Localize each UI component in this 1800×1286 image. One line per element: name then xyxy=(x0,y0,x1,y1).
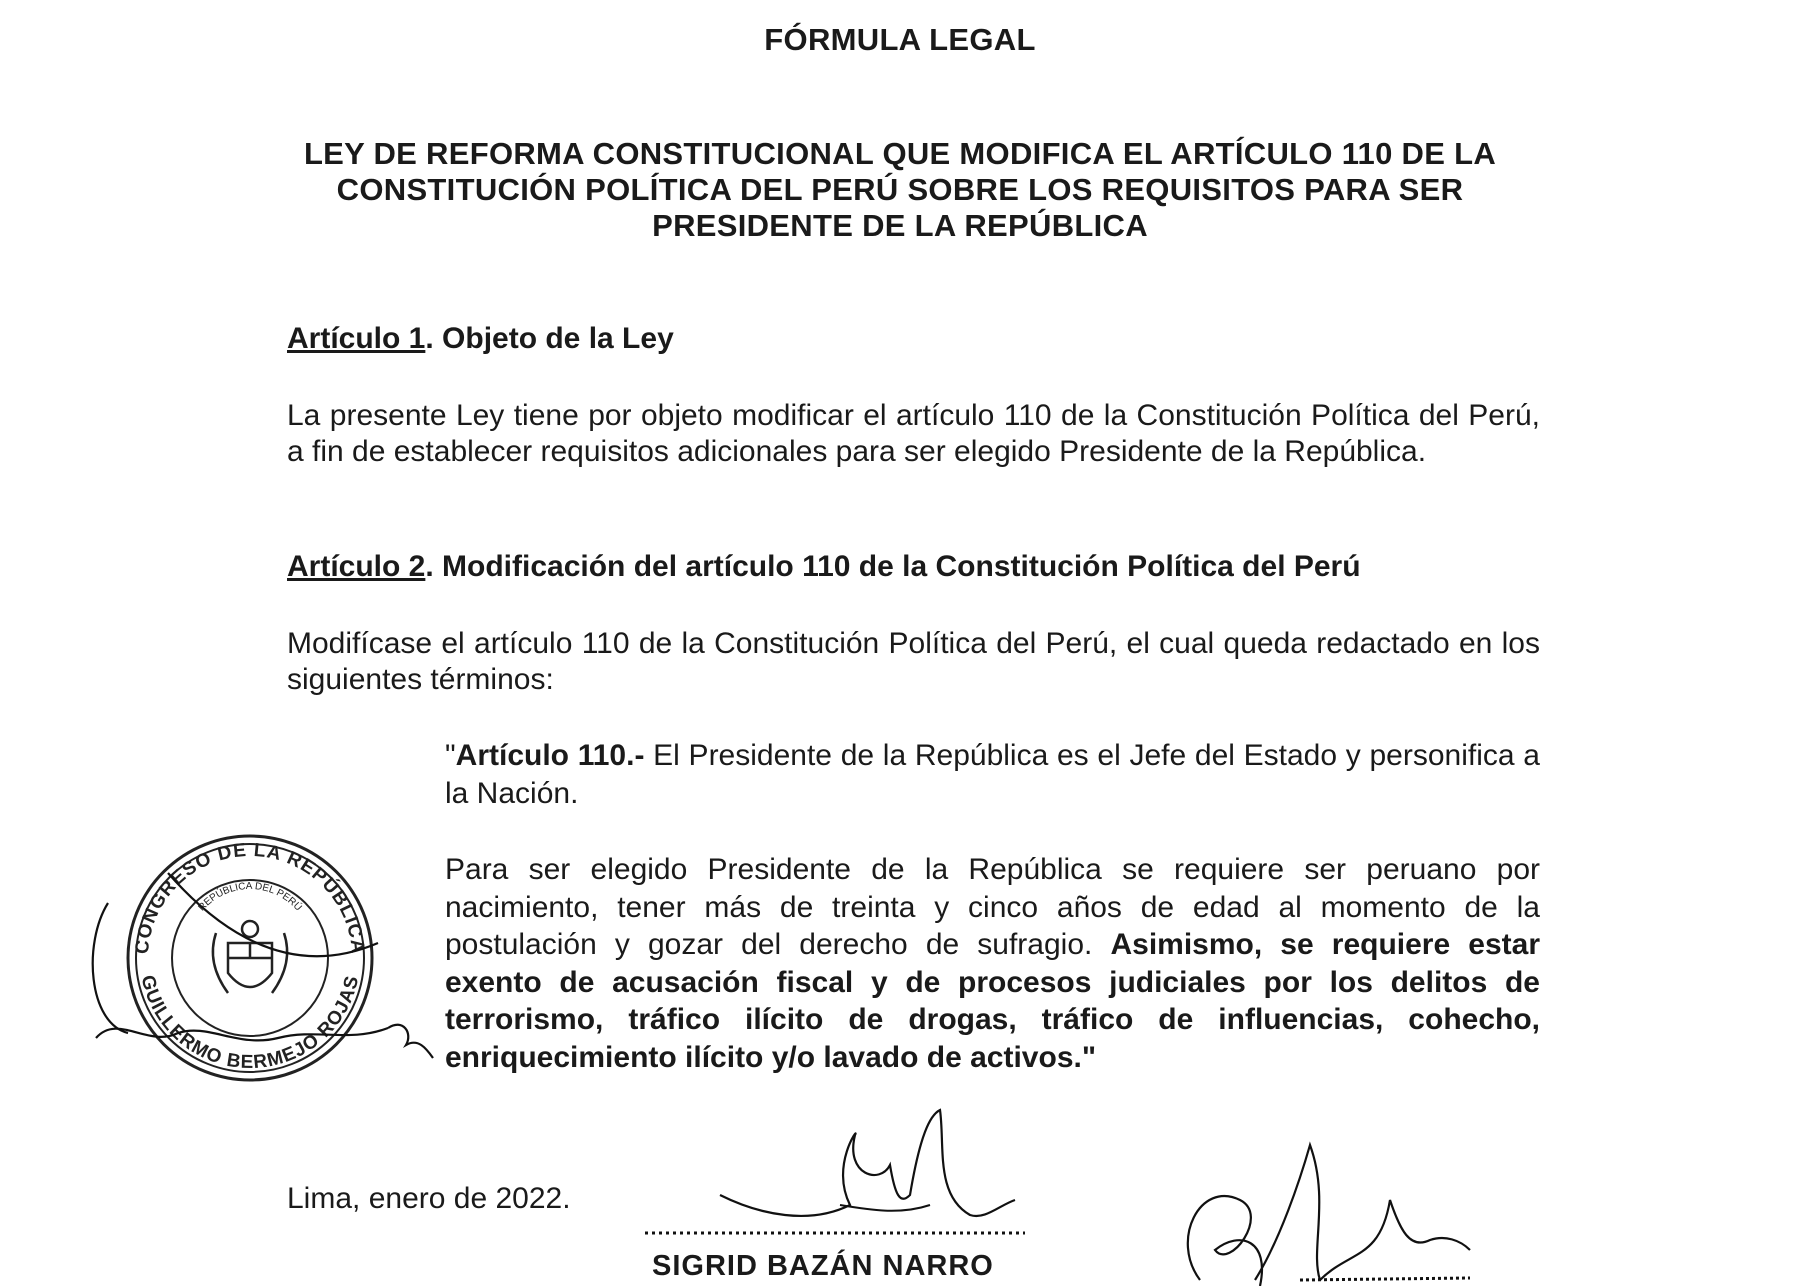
article-2-text: Modifícase el artículo 110 de la Constitución Política del Perú, el cual queda redactado en los siguientes términos: xyxy=(287,627,1540,696)
quoted-article-paragraph-2 xyxy=(445,851,1540,1076)
svg-text:REPÚBLICA DEL PERÚ xyxy=(196,881,305,913)
article-1-label: Artículo 1 xyxy=(287,322,426,355)
seal-name-text: GUILLERMO BERMEJO ROJAS xyxy=(136,973,364,1074)
law-title-line: CONSTITUCIÓN POLÍTICA DEL PERÚ SOBRE LOS REQUISITOS PARA SER xyxy=(336,172,1464,207)
seal-outer-text: CONGRESO DE LA REPÚBLICA xyxy=(131,839,369,956)
coat-of-arms-icon xyxy=(213,921,287,993)
signature-bazan xyxy=(640,1105,1040,1245)
congress-seal xyxy=(88,833,448,1083)
quote-mark: " xyxy=(445,739,456,772)
requirements-text: Para ser elegido Presidente de la República se requiere ser peruano por nacimiento, tener más de treinta y cinco años de edad al momento de la postulación y gozar del derecho de sufragio. xyxy=(445,853,1540,961)
article-2-title: . Modificación del artículo 110 de la Constitución Política del Perú xyxy=(425,550,1361,583)
article-2-label: Artículo 2 xyxy=(287,550,426,583)
signatory-name: SIGRID BAZÁN NARRO xyxy=(652,1250,994,1282)
article-2-heading xyxy=(287,550,1361,584)
law-title-line: PRESIDENTE DE LA REPÚBLICA xyxy=(652,208,1148,243)
requirements-amendment-text: Asimismo, se requiere estar exento de acusación fiscal y de procesos judiciales por los delitos de terrorismo, tráfico ilícito de drogas, tráfico de influencias, cohecho, enriquecimiento ilícito y/o lavado de activos." xyxy=(445,928,1540,1074)
quoted-article-paragraph-1 xyxy=(445,737,1540,812)
quoted-article-text: El Presidente de la República es el Jefe del Estado y personifica a la Nación. xyxy=(445,739,1540,810)
article-1-text: La presente Ley tiene por objeto modificar el artículo 110 de la Constitución Política del Perú, a fin de establecer requisitos adicionales para ser elegido Presidente de la República. xyxy=(287,399,1540,468)
article-1-title: . Objeto de la Ley xyxy=(425,322,674,355)
signature-second xyxy=(1160,1140,1490,1286)
quoted-article-label: Artículo 110.- xyxy=(455,739,645,772)
document-heading: FÓRMULA LEGAL xyxy=(764,22,1036,57)
article-1-heading xyxy=(287,322,674,356)
law-title xyxy=(0,136,1800,244)
seal-inner-text: REPÚBLICA DEL PERÚ xyxy=(196,880,304,914)
place-date: Lima, enero de 2022. xyxy=(287,1182,571,1215)
law-title-line: LEY DE REFORMA CONSTITUCIONAL QUE MODIFICA EL ARTÍCULO 110 DE LA xyxy=(303,136,1497,171)
